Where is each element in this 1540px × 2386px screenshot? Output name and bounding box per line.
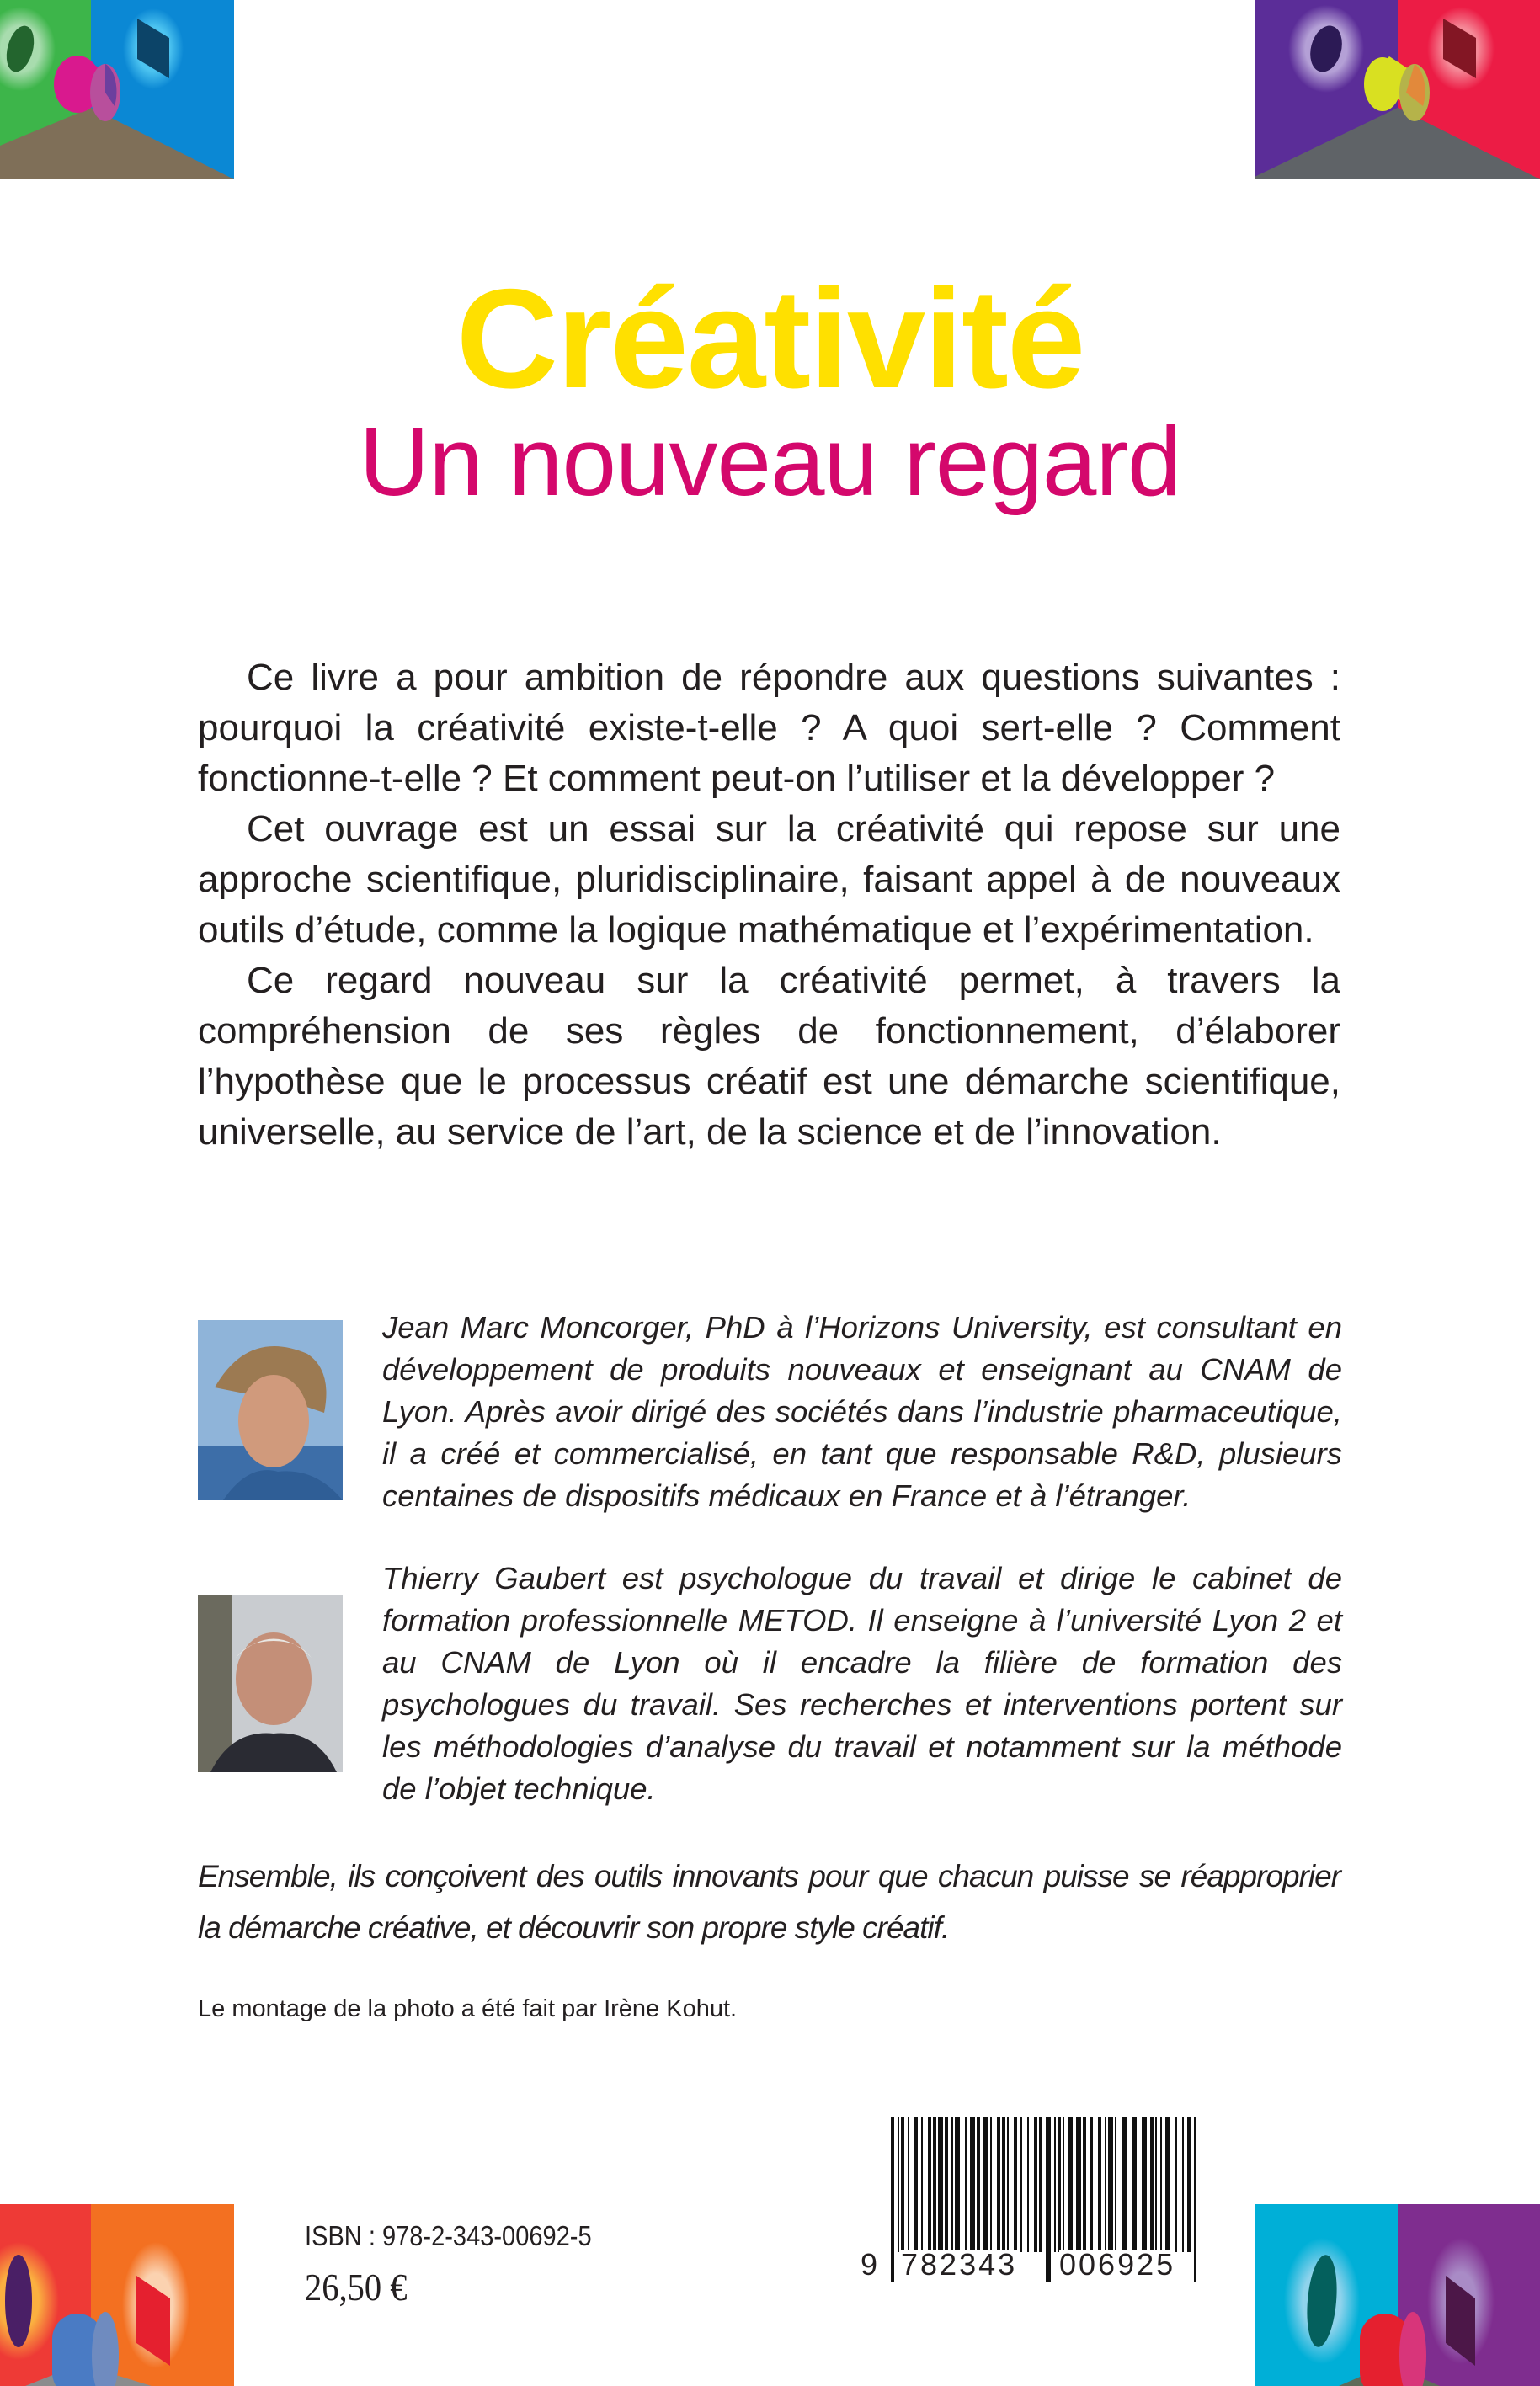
barcode-bar: [1132, 2117, 1137, 2252]
summary-paragraph: Ce regard nouveau sur la créativité permet, à travers la compréhension de ses règles de fonctionnement, d’élaborer l’hypothèse que le processus créatif est une démarche scientifique, universelle, au service de l’art, de la science et de l’innovation.: [198, 960, 1340, 1153]
corner-illustration-bottom-right: [1255, 2204, 1540, 2386]
barcode-bar: [1122, 2117, 1127, 2252]
barcode-bar: [1150, 2117, 1154, 2252]
barcode-bar: [1083, 2117, 1086, 2252]
barcode-bar: [921, 2117, 923, 2252]
barcode-digit-first: 9: [861, 2247, 881, 2282]
book-title: Créativité: [456, 259, 1084, 418]
barcode-bar: [928, 2117, 931, 2252]
corner-illustration-bottom-left: [0, 2204, 234, 2386]
barcode-bar: [901, 2117, 904, 2252]
barcode-bar: [1039, 2117, 1042, 2252]
barcode-bar: [997, 2117, 1000, 2252]
photo-credit: Le montage de la photo a été fait par Irène Kohut.: [198, 1995, 738, 2022]
barcode-bar: [1068, 2117, 1073, 2252]
barcode-bar: [938, 2117, 943, 2252]
barcode-bar: [1105, 2117, 1106, 2252]
barcode-bar: [1076, 2117, 1081, 2252]
price: 26,50 €: [305, 2266, 408, 2309]
barcode-bar: [1165, 2117, 1170, 2252]
barcode-bar: [908, 2117, 909, 2252]
barcode-bar: [1098, 2117, 1101, 2252]
barcode-bar: [1063, 2117, 1064, 2252]
barcode-bar: [1058, 2117, 1061, 2252]
barcode-bar: [977, 2117, 980, 2252]
barcode-bar: [951, 2117, 953, 2252]
barcode-digits-right: 006925: [1059, 2247, 1176, 2282]
barcode-bar: [1108, 2117, 1113, 2252]
closing-statement: Ensemble, ils conçoivent des outils innovants pour que chacun puisse se réapproprier la démarche créative, et découvrir son propre style créatif.: [198, 1859, 1340, 1945]
barcode-bar: [1194, 2117, 1196, 2282]
barcode-bar: [1054, 2117, 1056, 2252]
barcode-bar: [970, 2117, 975, 2252]
barcode-bar: [955, 2117, 960, 2252]
barcode-bar: [1175, 2117, 1177, 2252]
author-photo-1: [198, 1320, 343, 1500]
barcode-bar: [945, 2117, 948, 2252]
barcode-bar: [1187, 2117, 1191, 2252]
barcode-bar: [898, 2117, 899, 2252]
barcode-bar: [933, 2117, 936, 2252]
book-subtitle: Un nouveau regard: [359, 407, 1181, 516]
barcode-bar: [1160, 2117, 1162, 2252]
barcode-bar: [1002, 2117, 1005, 2252]
barcode-bar: [1142, 2117, 1147, 2252]
barcode-bar: [1020, 2117, 1022, 2252]
isbn: ISBN : 978-2-343-00692-5: [305, 2220, 592, 2251]
corner-illustration-top-left: [0, 0, 234, 179]
barcode-bar: [914, 2117, 918, 2252]
barcode-bar: [1115, 2117, 1116, 2252]
barcode-bar: [1046, 2117, 1051, 2282]
barcode-bar: [965, 2117, 967, 2252]
author-bio-2: Thierry Gaubert est psychologue du travail et dirige le cabinet de formation professionnelle METOD. Il enseigne à l’université Lyon 2 et au CNAM de Lyon où il encadre la filière de formation des psychologues du travail. Ses recherches et interventions portent sur les méthodologies d’analyse du travail et notamment sur la méthode de l’objet technique.: [382, 1561, 1342, 1806]
barcode-bar: [1014, 2117, 1017, 2252]
author-bio-1: Jean Marc Moncorger, PhD à l’Horizons University, est consultant en développement de produits nouveaux et enseignant au CNAM de Lyon. Après avoir dirigé des sociétés dans l’industrie pharmaceutique, il a créé et commercialisé, en tant que responsable R&D, plusieurs centaines de dispositifs médicaux en France et à l’étranger.: [382, 1310, 1342, 1513]
barcode-bar: [983, 2117, 988, 2252]
barcode-bar: [1155, 2117, 1157, 2252]
barcode-bar: [1034, 2117, 1037, 2252]
barcode-bar: [1027, 2117, 1029, 2252]
barcode-bar: [990, 2117, 992, 2252]
barcode-bar: [1182, 2117, 1184, 2252]
summary-paragraph: Cet ouvrage est un essai sur la créativité qui repose sur une approche scientifique, pluridisciplinaire, faisant appel à de nouveaux outils d’étude, comme la logique mathématique et l’expérimentation.: [198, 808, 1340, 951]
summary-paragraph: Ce livre a pour ambition de répondre aux questions suivantes : pourquoi la créativité existe-t-elle ? A quoi sert-elle ? Comment fonctionne-t-elle ? Et comment peut-on l’utiliser et la développer ?: [198, 657, 1340, 799]
barcode-digits-left: 782343: [901, 2247, 1018, 2282]
barcode-bar: [1007, 2117, 1009, 2252]
corner-illustration-top-right: [1255, 0, 1540, 179]
author-photo-2: [198, 1595, 343, 1772]
summary: [198, 652, 1340, 1158]
barcode-bar: [891, 2117, 894, 2282]
barcode-bar: [1090, 2117, 1093, 2252]
